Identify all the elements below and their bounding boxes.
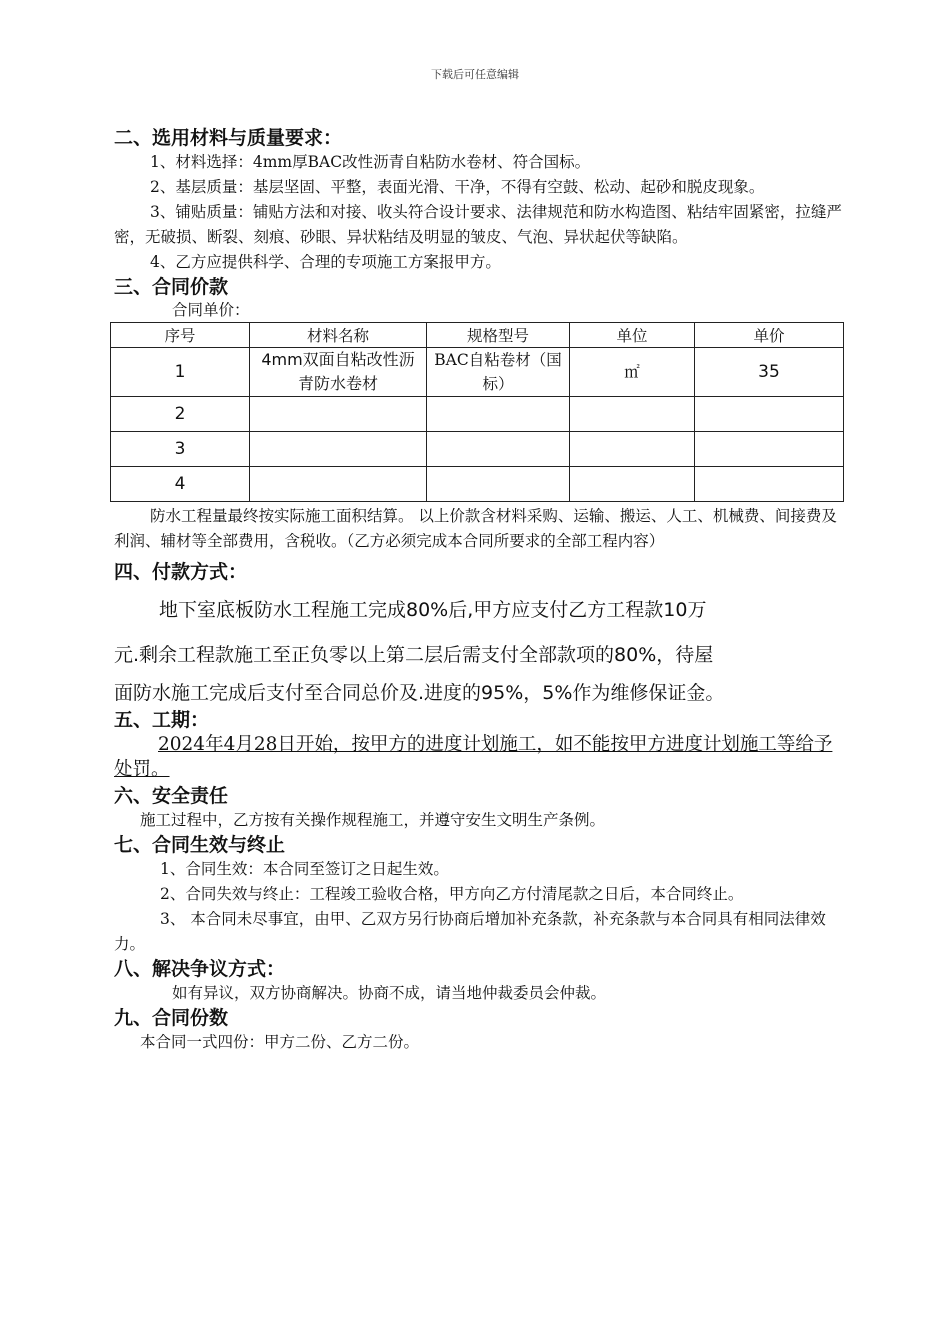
- section-6-text: 施工过程中，乙方按有关操作规程施工，并遵守安生文明生产条例。: [140, 811, 606, 829]
- table-row: [111, 432, 844, 467]
- section-4-line-1: 地下室底板防水工程施工完成80%后,甲方应支付乙方工程款10万: [159, 599, 707, 621]
- cell-price: [695, 397, 844, 432]
- section-9-title: 九、合同份数: [114, 1007, 229, 1029]
- section-7-item-2: 2、合同失效与终止：工程竣工验收合格，甲方向乙方付清尾款之日后，本合同终止。: [160, 885, 744, 903]
- cell-spec: BAC自粘卷材（国标）: [427, 348, 570, 397]
- col-header-material: 材料名称: [250, 323, 427, 348]
- price-table-header-row: [111, 323, 844, 348]
- cell-index: 4: [111, 467, 250, 502]
- section-5-text: 2024年4月28日开始，按甲方的进度计划施工，如不能按甲方进度计划施工等给予处罚。: [114, 734, 833, 780]
- section-2-item-1: 1、材料选择：4mm厚BAC改性沥青自粘防水卷材、符合国标。: [150, 153, 591, 171]
- cell-index: 3: [111, 432, 250, 467]
- section-2-item-2: 2、基层质量：基层坚固、平整，表面光滑、干净，不得有空鼓、松动、起砂和脱皮现象。: [150, 178, 765, 196]
- section-5-title: 五、工期：: [114, 709, 210, 731]
- col-header-index: 序号: [111, 323, 250, 348]
- cell-material: [250, 467, 427, 502]
- section-8-text: 如有异议，双方协商解决。协商不成，请当地仲裁委员会仲裁。: [172, 984, 607, 1002]
- cell-price: [695, 432, 844, 467]
- cell-material: [250, 432, 427, 467]
- table-row: [111, 348, 844, 397]
- section-9-text: 本合同一式四份：甲方二份、乙方二份。: [140, 1033, 420, 1051]
- col-header-spec: 规格型号: [427, 323, 570, 348]
- section-8-title: 八、解决争议方式：: [114, 958, 286, 980]
- section-7-item-3: 3、 本合同未尽事宜，由甲、乙双方另行协商后增加补充条款，补充条款与本合同具有相同法律效力。: [114, 910, 826, 953]
- col-header-unit: 单位: [570, 323, 695, 348]
- cell-price: [695, 467, 844, 502]
- cell-price: 35: [695, 348, 844, 397]
- table-row: [111, 397, 844, 432]
- cell-index: 2: [111, 397, 250, 432]
- section-4-line-3: 面防水施工完成后支付至合同总价及.进度的95%，5%作为维修保证金。: [114, 682, 725, 704]
- section-2-item-3: 3、铺贴质量：铺贴方法和对接、收头符合设计要求、法律规范和防水构造图、粘结牢固紧密，拉缝严密，无破损、断裂、刻痕、砂眼、异状粘结及明显的皱皮、气泡、异状起伏等缺陷。: [114, 203, 842, 246]
- cell-spec: [427, 432, 570, 467]
- section-7-title: 七、合同生效与终止: [114, 834, 286, 856]
- section-7-item-1: 1、合同生效：本合同至签订之日起生效。: [160, 860, 449, 878]
- price-table: [110, 322, 844, 502]
- section-2-item-4: 4、乙方应提供科学、合理的专项施工方案报甲方。: [150, 253, 501, 271]
- contract-body: [114, 126, 842, 1055]
- page-header-note: 下载后可任意编辑: [431, 68, 519, 81]
- section-2-title: 二、选用材料与质量要求：: [114, 127, 343, 149]
- cell-material: [250, 397, 427, 432]
- section-3-subtitle: 合同单价：: [172, 301, 250, 319]
- cell-spec: [427, 467, 570, 502]
- cell-unit: [570, 397, 695, 432]
- col-header-price: 单价: [695, 323, 844, 348]
- cell-unit: [570, 467, 695, 502]
- section-4-line-2: 元.剩余工程款施工至正负零以上第二层后需支付全部款项的80%，待屋: [114, 644, 714, 666]
- section-6-title: 六、安全责任: [114, 785, 229, 807]
- cell-index: 1: [111, 348, 250, 397]
- cell-material-text: 4mm双面自粘改性沥青防水卷材: [261, 350, 415, 393]
- table-row: [111, 467, 844, 502]
- cell-material: [250, 348, 427, 397]
- section-4-title: 四、付款方式：: [114, 561, 248, 583]
- section-3-note: 防水工程量最终按实际施工面积结算。 以上价款含材料采购、运输、搬运、人工、机械费、间接费及利润、辅材等全部费用，含税收。（乙方必须完成本合同所要求的全部工程内容）: [114, 507, 837, 550]
- cell-unit: [570, 432, 695, 467]
- section-3-title: 三、合同价款: [114, 276, 229, 298]
- cell-spec: [427, 397, 570, 432]
- cell-unit: ㎡: [570, 348, 695, 397]
